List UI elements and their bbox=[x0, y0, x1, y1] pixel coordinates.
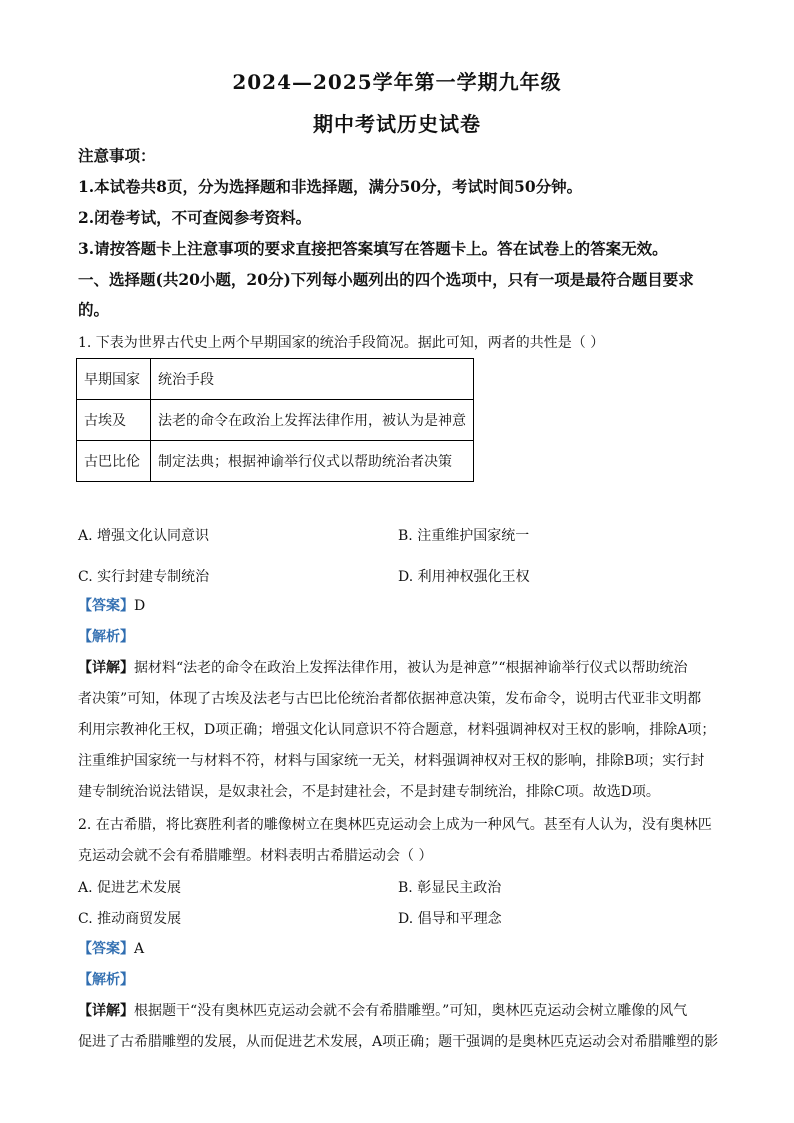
q1-stem: 1. 下表为世界古代史上两个早期国家的统治手段简况。据此可知，两者的共性是（ ） bbox=[78, 335, 605, 351]
q2-analysis-label bbox=[78, 970, 134, 990]
analysis-label: 【解析】 bbox=[78, 629, 134, 645]
q1-detail-line-4: 注重维护国家统一与材料不符，材料与国家统一无关，材料强调神权对王权的影响，排除B项；实行封 bbox=[78, 753, 705, 769]
q2-detail-line-1 bbox=[78, 1001, 687, 1021]
detail-label: 【详解】 bbox=[78, 660, 134, 676]
answer-label: 【答案】 bbox=[78, 598, 134, 614]
detail-label: 【详解】 bbox=[78, 1003, 134, 1019]
q2-stem-line1: 2. 在古希腊，将比赛胜利者的雕像树立在奥林匹克运动会上成为一种风气。甚至有人认为，没有奥林匹 bbox=[78, 817, 712, 833]
q1-option-a: A. 增强文化认同意识 bbox=[78, 528, 210, 544]
table-cell: 古巴比伦 bbox=[77, 441, 151, 482]
notes-item-1: 1.本试卷共8页，分为选择题和非选择题，满分50分，考试时间50分钟。 bbox=[78, 177, 583, 196]
q2-option-c: C. 推动商贸发展 bbox=[78, 911, 182, 927]
q2-stem-line2: 克运动会就不会有希腊雕塑。材料表明古希腊运动会（ ） bbox=[78, 848, 433, 864]
table-header-cell: 早期国家 bbox=[77, 359, 151, 400]
notes-item-2: 2.闭卷考试，不可查阅参考资料。 bbox=[78, 208, 312, 227]
q2-option-d: D. 倡导和平理念 bbox=[398, 911, 502, 927]
analysis-label: 【解析】 bbox=[78, 972, 134, 988]
table-row bbox=[77, 400, 474, 441]
q1-detail-line-1 bbox=[78, 658, 687, 678]
answer-label: 【答案】 bbox=[78, 941, 134, 957]
q1-option-b: B. 注重维护国家统一 bbox=[398, 528, 530, 544]
table-row bbox=[77, 359, 474, 400]
q1-detail-line-5: 建专制统治说法错误，是奴隶社会，不是封建社会，不是封建专制统治，排除C项。故选D项。 bbox=[78, 784, 660, 800]
notes-item-3: 3.请按答题卡上注意事项的要求直接把答案填写在答题卡上。答在试卷上的答案无效。 bbox=[78, 239, 668, 258]
q2-option-b: B. 彰显民主政治 bbox=[398, 880, 502, 896]
q2-answer bbox=[78, 939, 144, 959]
table-cell: 法老的命令在政治上发挥法律作用，被认为是神意 bbox=[151, 400, 474, 441]
table-cell: 古埃及 bbox=[77, 400, 151, 441]
q2-option-a: A. 促进艺术发展 bbox=[78, 880, 182, 896]
q1-analysis-label bbox=[78, 627, 134, 647]
table-cell: 制定法典；根据神谕举行仪式以帮助统治者决策 bbox=[151, 441, 474, 482]
section-heading-line2: 的。 bbox=[78, 300, 110, 319]
exam-title-line1: 2024—2025学年第一学期九年级 bbox=[232, 70, 562, 94]
q2-detail-line-2: 促进了古希腊雕塑的发展，从而促进艺术发展，A项正确；题干强调的是奥林匹克运动会对希腊雕塑的影 bbox=[78, 1034, 719, 1050]
answer-value: A bbox=[134, 941, 145, 957]
exam-title-line2: 期中考试历史试卷 bbox=[313, 112, 481, 136]
notes-heading: 注意事项： bbox=[78, 146, 156, 165]
q1-detail-line-2: 者决策”可知，体现了古埃及法老与古巴比伦统治者都依据神意决策，发布命令，说明古代亚非文明都 bbox=[78, 691, 702, 707]
q1-detail-line-3: 利用宗教神化王权，D项正确；增强文化认同意识不符合题意，材料强调神权对王权的影响，排除A项； bbox=[78, 722, 716, 738]
q1-answer bbox=[78, 596, 145, 616]
answer-value: D bbox=[134, 598, 146, 614]
q1-option-d: D. 利用神权强化王权 bbox=[398, 569, 530, 585]
q1-option-c: C. 实行封建专制统治 bbox=[78, 569, 210, 585]
q1-table bbox=[76, 358, 474, 482]
table-row bbox=[77, 441, 474, 482]
detail-text: 据材料“法老的命令在政治上发挥法律作用，被认为是神意”“根据神谕举行仪式以帮助统治 bbox=[134, 660, 688, 676]
section-heading-line1: 一、选择题(共20小题，20分)下列每小题列出的四个选项中，只有一项是最符合题目要求 bbox=[78, 270, 694, 289]
detail-text: 根据题干“没有奥林匹克运动会就不会有希腊雕塑。”可知，奥林匹克运动会树立雕像的风气 bbox=[134, 1003, 688, 1019]
table-header-cell: 统治手段 bbox=[151, 359, 474, 400]
